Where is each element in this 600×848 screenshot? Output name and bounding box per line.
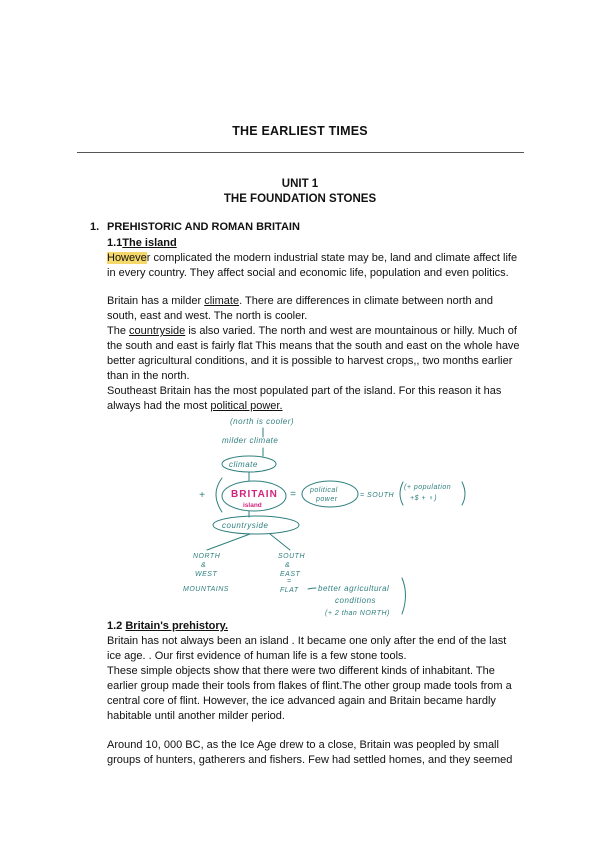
label-flat: FLAT <box>280 587 299 594</box>
population-bracket-close <box>462 482 465 505</box>
label-east: EAST <box>280 571 301 578</box>
text-line: south, east and west. The north is cooler. <box>107 310 308 322</box>
section-title: PREHISTORIC AND ROMAN BRITAIN <box>107 221 300 233</box>
page-title: THE EARLIEST TIMES <box>232 124 368 138</box>
population-bracket <box>400 482 403 505</box>
text-line: central core of flint. However, the ice advanced again and Britain became hardly <box>107 695 496 707</box>
label-political: political <box>310 487 338 494</box>
label-eq: = <box>287 578 292 585</box>
label-amp: & <box>201 562 207 569</box>
label-equals: = <box>290 489 297 500</box>
agri-bracket <box>402 578 406 614</box>
text-line: earlier group made their tools from flakes of flint.The other group made tools from a <box>107 680 512 692</box>
unit-number: UNIT 1 <box>281 178 319 190</box>
paragraph-ice-age <box>107 738 527 768</box>
subsection-title: The island <box>122 237 177 249</box>
label-conditions: conditions <box>335 596 377 605</box>
subsection-heading-prehistory <box>107 620 228 632</box>
branch-line-north-west <box>207 534 250 550</box>
unit-title: THE FOUNDATION STONES <box>223 193 377 205</box>
label-north-cooler: (north is cooler) <box>230 417 295 426</box>
section-number: 1. <box>90 221 100 233</box>
text-span: . There are differences in climate between north and <box>239 295 494 307</box>
label-than-north: (+ 2 than NORTH) <box>325 610 390 617</box>
label-countryside: countryside <box>222 521 269 530</box>
label-south-2: SOUTH <box>278 553 305 560</box>
flat-arrow <box>308 588 316 589</box>
label-mountains: MOUNTAINS <box>183 586 229 593</box>
text-line: habitable until another milder period. <box>107 710 285 722</box>
text-span: The <box>107 325 130 337</box>
political-power-oval <box>302 481 358 507</box>
label-amp-2: & <box>285 562 291 569</box>
label-population: (+ population <box>404 484 452 491</box>
text-line: better agricultural conditions, and it is possible to harvest crops,, two months earlier <box>107 355 513 367</box>
subsection-number: 1.1 <box>107 237 123 249</box>
text-span: Britain has a milder <box>107 295 205 307</box>
text-line: the south and east is fairly flat This means that the south and east on the whole have <box>107 340 520 352</box>
text-line: than in the north. <box>107 370 190 382</box>
text-line: Southeast Britain has the most populated part of the island. For this reason it has <box>107 385 502 397</box>
label-south: = SOUTH <box>360 492 395 499</box>
subsection-title: Britain's prehistory. <box>125 620 229 632</box>
underlined-term-climate: climate <box>204 295 240 307</box>
label-milder-climate: milder climate <box>222 436 279 445</box>
underlined-term-political-power: political power. <box>210 400 283 412</box>
text-line: Britain has not always been an island . It became one only after the end of the last <box>107 635 507 647</box>
label-plus: + <box>199 490 206 501</box>
label-agricultural: better agricultural <box>318 584 390 593</box>
text-span: is also varied. The north and west are mountainous or hilly. Much of <box>185 325 517 337</box>
text-line: Around 10, 000 BC, as the Ice Age drew to a close, Britain was peopled by small <box>107 739 499 751</box>
branch-line-south-east <box>270 534 290 550</box>
label-west: WEST <box>195 571 218 578</box>
label-population-2: +$ + ♀) <box>410 495 438 502</box>
label-britain: BRITAIN <box>231 489 278 500</box>
label-power: power <box>316 496 338 503</box>
label-climate: climate <box>229 460 258 469</box>
left-bracket <box>216 478 222 512</box>
underlined-term-countryside: countryside <box>129 325 186 337</box>
text-line: ice age. . Our first evidence of human life is a few stone tools. <box>107 650 407 662</box>
label-north: NORTH <box>193 553 221 560</box>
text-span: always had the most <box>107 400 211 412</box>
label-island: island <box>243 502 262 509</box>
text-line: in every country. They affect social and economic life, population and even politics. <box>107 267 509 279</box>
text-line: These simple objects show that there were two different kinds of inhabitant. The <box>107 665 495 677</box>
highlighted-text: Howeve <box>107 252 147 264</box>
text-line: groups of hunters, gatherers and fishers. Few had settled homes, and they seemed <box>107 754 513 766</box>
paragraph-prehistory <box>107 634 527 724</box>
text-span: r complicated the modern industrial state may be, land and climate affect life <box>146 252 518 264</box>
subsection-number: 1.2 <box>107 620 123 632</box>
